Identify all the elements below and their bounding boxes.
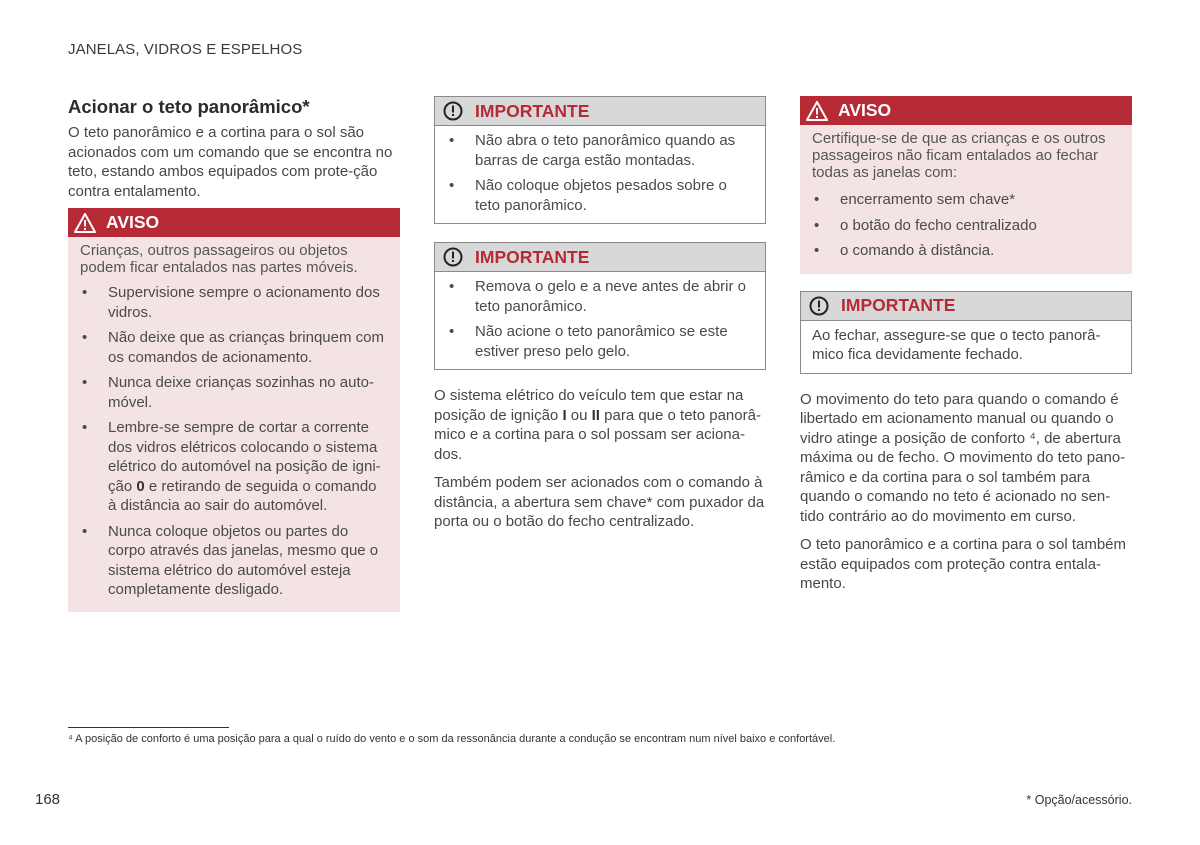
importante-header — [801, 292, 1131, 321]
bullet-icon: • — [449, 323, 455, 340]
warning-triangle-icon — [806, 101, 828, 121]
list-item: • o botão do fecho centralizado — [814, 216, 1037, 234]
aviso-intro: Certifique-se de que as crianças e os outros passageiros não ficam entalados ao fechar todas as janelas com: — [812, 130, 1106, 181]
bullet-icon: • — [814, 216, 820, 234]
importante-label: IMPORTANTE — [475, 100, 590, 121]
intro-paragraph: O teto panorâmico e a cortina para o sol são acionados com um comando que se encontra no teto, estando ambos equipados com prote-ção contra entalamento. — [68, 124, 393, 200]
importante-header — [435, 97, 765, 126]
aviso-intro: Crianças, outros passageiros ou objetos podem ficar entalados nas partes móveis. — [80, 242, 358, 276]
list-item: • o comando à distância. — [814, 242, 995, 259]
remote-paragraph: Também podem ser acionados com o comando à distância, a abertura sem chave* com puxador da porta ou o botão do fecho centralizado. — [434, 474, 765, 530]
bullet-icon: • — [814, 191, 820, 208]
aviso-box — [800, 96, 1132, 274]
bullet-icon: • — [82, 374, 88, 391]
importante-label: IMPORTANTE — [475, 246, 590, 267]
importante-label: IMPORTANTE — [841, 295, 956, 315]
section-header: JANELAS, VIDROS E ESPELHOS — [68, 41, 303, 58]
bullet-icon: • — [82, 284, 88, 301]
ignition-position-two: II — [591, 406, 600, 424]
list-item: • Não coloque objetos pesados sobre o teto panorâmico. — [449, 177, 727, 214]
importante-text: Ao fechar, assegure-se que o tecto panorâ-mico fica devidamente fechado. — [812, 326, 1101, 363]
bullet-icon: • — [814, 242, 820, 259]
aviso-label: AVISO — [838, 100, 892, 120]
list-item: • Nunca deixe crianças sozinhas no auto-móvel. — [82, 374, 374, 411]
list-item: • Nunca coloque objetos ou partes do corpo através das janelas, mesmo que o sistema elétrico do automóvel esteja completamente desligado. — [82, 522, 379, 598]
aviso-header — [800, 96, 1132, 125]
column-middle — [434, 96, 766, 541]
column-right — [800, 96, 1132, 603]
page-number: 168 — [35, 791, 61, 808]
bullet-icon: • — [82, 522, 88, 540]
footnote-divider — [68, 727, 229, 728]
bullet-icon: • — [82, 419, 88, 436]
list-item: • Lembre-se sempre de cortar a corrente dos vidros elétricos colocando o sistema elétrico do automóvel na posição de igni-ção 0 e retirando de seguida o comando à distância ao sair do automóvel. — [82, 419, 381, 514]
aviso-list — [80, 283, 388, 600]
exclamation-circle-icon — [443, 101, 463, 121]
exclamation-circle-icon — [443, 247, 463, 267]
exclamation-circle-icon — [809, 296, 829, 316]
list-item: • Não acione o teto panorâmico se este estiver preso pelo gelo. — [449, 323, 728, 360]
footnote: ⁴ A posição de conforto é uma posição para a qual o ruído do vento e o som da ressonância durante a condução se encontram num nível baixo e confortável. — [68, 733, 836, 745]
section-title: Acionar o teto panorâmico* — [68, 96, 310, 117]
importante-box-3 — [800, 291, 1132, 374]
importante-box-2 — [434, 242, 766, 370]
list-item: • Supervisione sempre o acionamento dos vidros. — [82, 284, 380, 321]
importante-header — [435, 243, 765, 272]
list-item: • Não abra o teto panorâmico quando as barras de carga estão montadas. — [449, 132, 736, 169]
bullet-icon: • — [449, 177, 455, 194]
bullet-icon: • — [449, 278, 455, 295]
importante-list — [447, 277, 753, 361]
bullet-icon: • — [82, 329, 88, 346]
column-left — [68, 96, 400, 612]
list-item: • encerramento sem chave* — [814, 191, 1016, 208]
aviso-list — [812, 190, 1120, 261]
aviso-label: AVISO — [106, 212, 160, 232]
ignition-position-one: I — [562, 406, 567, 424]
ignition-paragraph: O sistema elétrico do veículo tem que estar na posição de ignição I ou II para que o teto panorâ-mico e a cortina para o sol possam ser aciona-dos. — [434, 387, 761, 463]
list-item: • Não deixe que as crianças brinquem com os comandos de acionamento. — [82, 329, 384, 366]
importante-list — [447, 131, 753, 215]
movement-paragraph: O movimento do teto para quando o comando é libertado em acionamento manual ou quando o vidro atinge a posição de conforto ⁴, de abertura máxima ou de fecho. O movimento do teto pano-râmico e da cortina para o sol também para quando o comando no teto é acionado no sen-tido contrário ao do movimento em curso. — [800, 390, 1126, 525]
list-item: • Remova o gelo e a neve antes de abrir o teto panorâmico. — [449, 278, 747, 315]
protection-paragraph: O teto panorâmico e a cortina para o sol também estão equipados com proteção contra entala-mento. — [800, 536, 1127, 592]
importante-box-1 — [434, 96, 766, 224]
warning-triangle-icon — [74, 213, 96, 233]
aviso-header — [68, 208, 400, 237]
aviso-box — [68, 208, 400, 612]
option-note: * Opção/acessório. — [1026, 793, 1132, 807]
ignition-position-zero: 0 — [136, 477, 145, 495]
bullet-icon: • — [449, 132, 455, 149]
